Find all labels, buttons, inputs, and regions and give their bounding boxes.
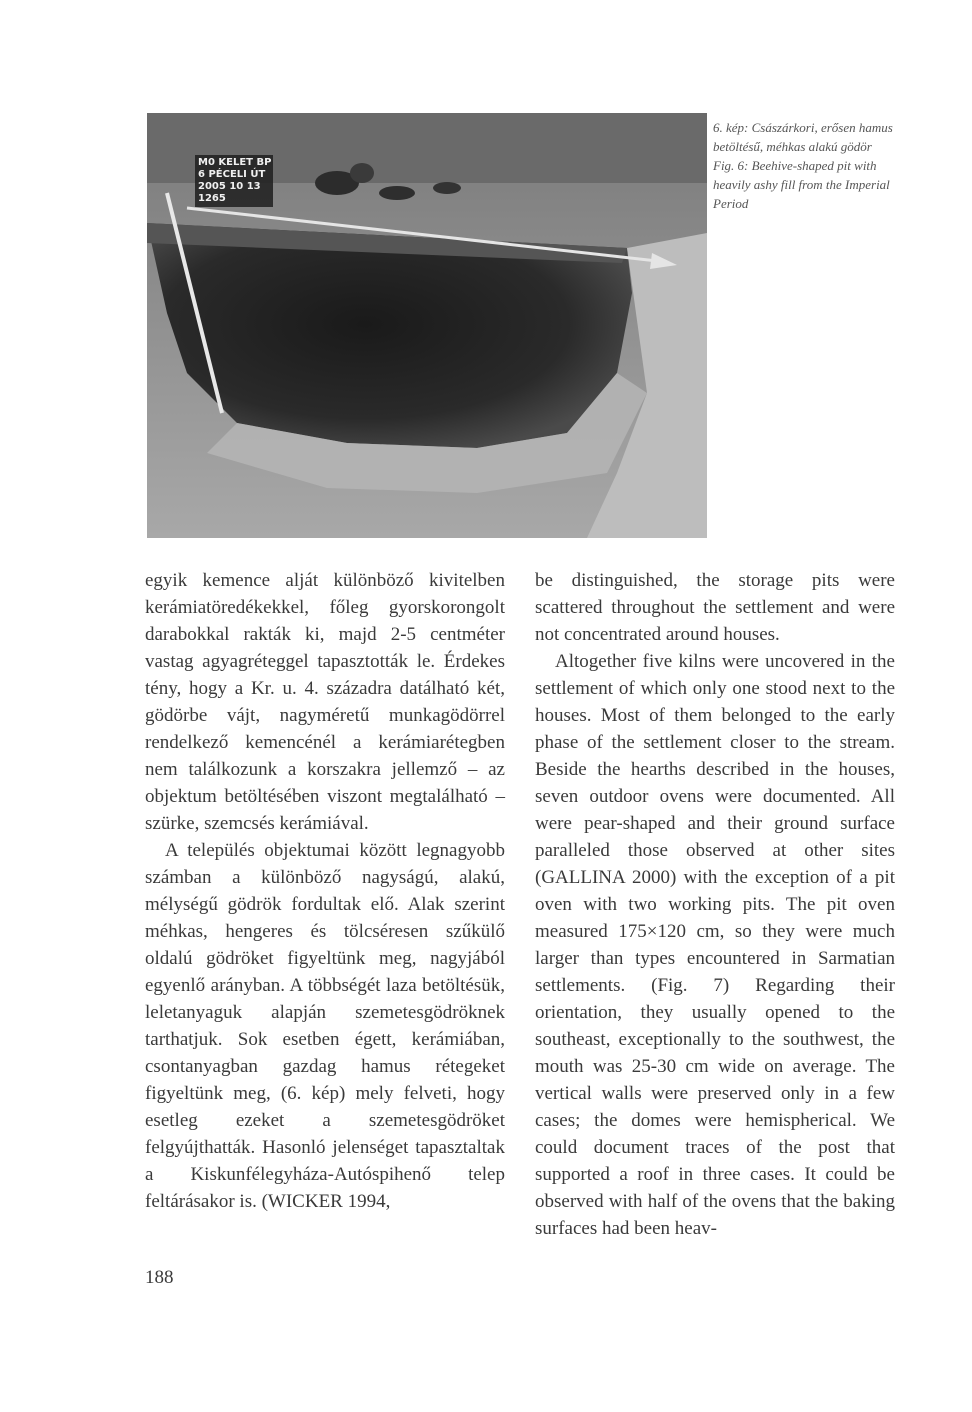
left-paragraph-2: A település objektumai között legnagyobb számban a különböző nagyságú, alakú, mélységű gödrök fordultak elő. Alak szerint méhkas, hengeres és tölcséresen szűkülő oldalú gödröket figyeltünk meg, nagyjából egyenlő arányban. A többségét laza betöltésük, leletanyaguk alapján szemetesgödröknek tarthatjuk. Sok esetben égett, kerámiában, csontanyagban gazdag hamus rétegeket figyeltünk meg, (6. kép) mely felveti, hogy esetleg ezeket a szemetesgödröket felgyújthatták. Hasonló jelenséget tapasztaltak a Kiskunfélegyháza-Autóspihenő telep feltárásakor is. (WICKER 1994,: [145, 840, 505, 1212]
excavation-photo: [147, 113, 707, 538]
page-number: 188: [145, 1267, 174, 1288]
right-paragraph-1: be distinguished, the storage pits were scattered throughout the settlement and were not concentrated around houses.: [535, 570, 895, 645]
caption-english: Fig. 6: Beehive-shaped pit with heavily ashy fill from the Imperial Period: [713, 158, 890, 211]
caption-hungarian: 6. kép: Császárkori, erősen hamus betöltésű, méhkas alakú gödör: [713, 120, 893, 154]
left-text-column: [145, 567, 505, 1215]
right-text-column: [535, 567, 895, 1242]
figure-caption: [713, 118, 903, 213]
stamp-line: 1265: [198, 193, 226, 204]
stamp-line: 6 PÉCELI ÚT: [198, 169, 266, 180]
stamp-line: M0 KELET BP: [198, 157, 272, 168]
left-paragraph-1: egyik kemence alját különböző kivitelben kerámiatöredékekkel, főleg gyorskorongolt darabokkal rakták ki, majd 2-5 centméter vastag agyagréteggel tapasztották le. Érdekes tény, hogy a Kr. u. 4. századra datálható két, gödörbe vájt, nagyméretű munkagödörrel rendelkező kemencénél a kerámiarétegben nem találkozunk a korszakra jellemző – az objektum betöltésében viszont megtalálható – szürke, szemcsés kerámiával.: [145, 570, 505, 834]
right-paragraph-2: Altogether five kilns were uncovered in the settlement of which only one stood next to the houses. Most of them belonged to the early phase of the settlement closer to the stream. Beside the hearths described in the houses, seven outdoor ovens were documented. All were pear-shaped and their ground surface paralleled those observed at other sites (GALLINA 2000) with the exception of a pit oven with two working pits. The pit oven measured 175×120 cm, so they were much larger than types encountered in Sarmatian settlements. (Fig. 7) Regarding their orientation, they usually opened to the southeast, exceptionally to the southwest, the mouth was 25-30 cm wide on average. The vertical walls were preserved only in a few cases; the domes were hemispherical. We could document traces of the post that supported a roof in three cases. It could be observed with half of the ovens that the baking surfaces had been heav-: [535, 651, 895, 1239]
stamp-line: 2005 10 13: [198, 181, 261, 192]
photo-date-stamp: [195, 155, 273, 207]
